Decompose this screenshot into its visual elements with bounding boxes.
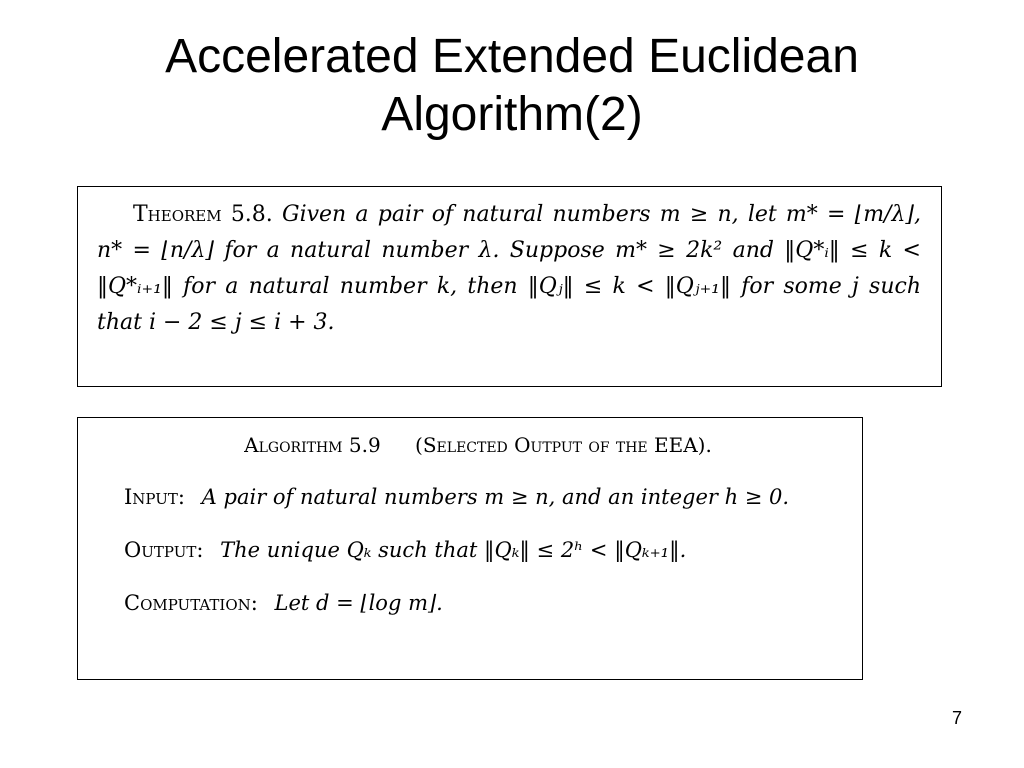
algorithm-output [124,535,832,566]
algorithm-subtitle: (Selected Output of the EEA). [415,433,712,457]
algorithm-number: 5.9 [348,433,381,457]
algorithm-input [124,482,832,513]
theorem-label: Theorem [133,202,222,227]
algorithm-box [77,417,863,680]
slide-title [0,28,1024,144]
algorithm-label: Algorithm [244,433,343,457]
slide-title-line-2: Algorithm(2) [381,88,643,141]
theorem-number: 5.8. [230,202,273,227]
algorithm-computation [124,588,832,619]
theorem-statement: Given a pair of natural numbers m ≥ n, let m* = ⌊m/λ⌋, n* = ⌊n/λ⌋ for a natural number λ. Suppose m* ≥ 2k² and ‖Q*ᵢ‖ ≤ k < ‖Q*ᵢ₊₁‖ for a natural number k, then ‖Qⱼ‖ ≤ k < ‖Qⱼ₊₁‖ for some j such that i − 2 ≤ j ≤ i + 3. [97,202,921,335]
theorem-box [77,186,942,387]
theorem-paragraph [97,197,921,341]
slide-title-line-1: Accelerated Extended Euclidean [165,30,859,83]
algorithm-output-label: Output: [124,538,204,562]
page-number: 7 [951,708,962,728]
algorithm-input-text: A pair of natural numbers m ≥ n, and an integer h ≥ 0. [201,485,790,509]
algorithm-output-text: The unique Qₖ such that ‖Qₖ‖ ≤ 2ʰ < ‖Qₖ₊₁‖. [220,538,687,562]
algorithm-input-label: Input: [124,485,185,509]
algorithm-computation-text: Let d = ⌊log m⌋. [274,591,443,615]
algorithm-heading [124,430,832,460]
algorithm-computation-label: Computation: [124,591,258,615]
